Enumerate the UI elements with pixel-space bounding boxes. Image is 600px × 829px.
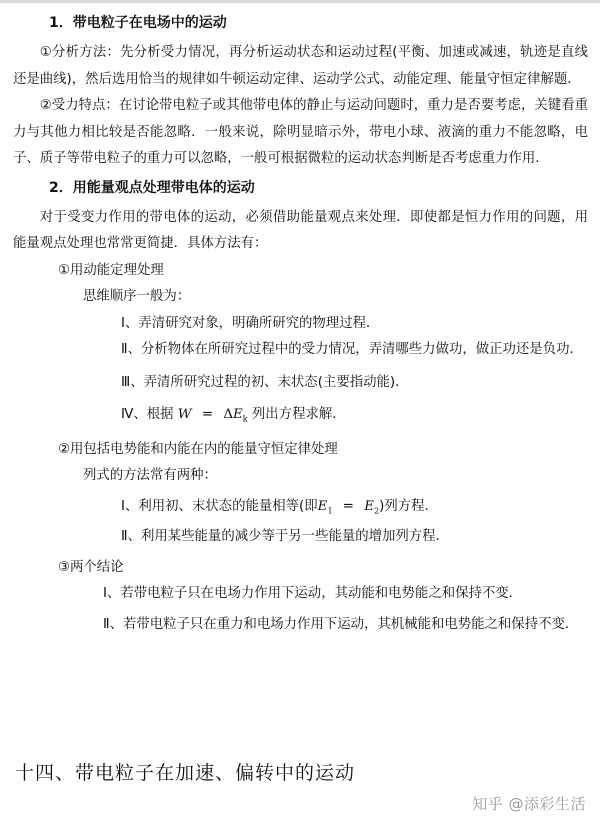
energy-symbol: E	[233, 407, 243, 422]
energy-1-subscript: 1	[327, 506, 333, 516]
delta-symbol: Δ	[223, 407, 233, 422]
way-1-suffix: )列方程．	[379, 498, 438, 514]
conclusion-2: Ⅱ、若带电粒子只在重力和电场力作用下运动，其机械能和电势能之和保持不变．	[103, 616, 579, 632]
watermark: 知乎 @添彩生活	[472, 795, 586, 813]
method-1-step-4	[13, 402, 588, 429]
method-2-way-2: Ⅱ、利用某些能量的减少等于另一些能量的增加列方程．	[121, 529, 449, 544]
energy-1-symbol: E	[317, 498, 328, 514]
way-1-prefix: Ⅰ、利用初、末状态的能量相等(即	[121, 498, 318, 514]
method-2-way-1	[13, 494, 588, 521]
energy-2-subscript: 2	[374, 506, 380, 516]
section-2-title: 2．用能量观点处理带电体的运动	[49, 179, 255, 196]
step-4-suffix: 列出方程求解．	[251, 407, 346, 422]
method-2-label: ②用包括电势能和内能在内的能量守恒定律处理	[58, 441, 338, 457]
work-symbol: W	[177, 407, 192, 422]
section-1-force-characteristics: ②受力特点：在讨论带电粒子或其他带电体的静止与运动问题时，重力是否要考虑，关键看重力与其他力相比较是否能忽略．一般来说，除明显暗示外，带电小球、液滴的重力不能忽略，电子、质子等带电粒子的重力可以忽略，一般可根据微粒的运动状态判断是否考虑重力作用．	[13, 98, 588, 166]
energy-2-symbol: E	[364, 498, 375, 514]
top-border	[0, 0, 600, 3]
section-1-title: 1．带电粒子在电场中的运动	[49, 15, 227, 31]
method-1-step-2: Ⅱ、分析物体在所研究过程中的受力情况，弄清哪些力做功，做正功还是负功．	[121, 342, 583, 357]
section-2-intro: 对于受变力作用的带电体的运动，必须借助能量观点来处理．即使都是恒力作用的问题，用能量观点处理也常常更简捷．具体方法有：	[13, 209, 588, 251]
step-4-prefix: Ⅳ、根据	[121, 407, 174, 422]
next-chapter-heading: 十四、带电粒子在加速、偏转中的运动	[15, 762, 356, 784]
method-1-order: 思维顺序一般为：	[83, 289, 191, 304]
method-3-label: ③两个结论	[58, 559, 124, 575]
conclusion-1: Ⅰ、若带电粒子只在电场力作用下运动，其动能和电势能之和保持不变．	[103, 586, 523, 601]
section-1-analysis-method: ①分析方法：先分析受力情况，再分析运动状态和运动过程(平衡、加速或减速，轨迹是直线还是曲线)，然后选用恰当的规律如牛顿运动定律、运动学公式、动能定理、能量守恒定律解题．	[13, 45, 588, 87]
method-1-step-3: Ⅲ、弄清所研究过程的初、末状态(主要指动能)．	[121, 374, 409, 390]
energy-subscript: k	[242, 414, 248, 424]
way-1-equals: =	[342, 498, 355, 514]
method-1-label: ①用动能定理处理	[58, 262, 164, 278]
document-body	[13, 12, 588, 638]
method-1-step-1: Ⅰ、弄清研究对象，明确所研究的物理过程．	[121, 315, 380, 331]
equals-sign: =	[201, 407, 214, 422]
method-2-ways: 列式的方法常有两种：	[83, 468, 217, 483]
